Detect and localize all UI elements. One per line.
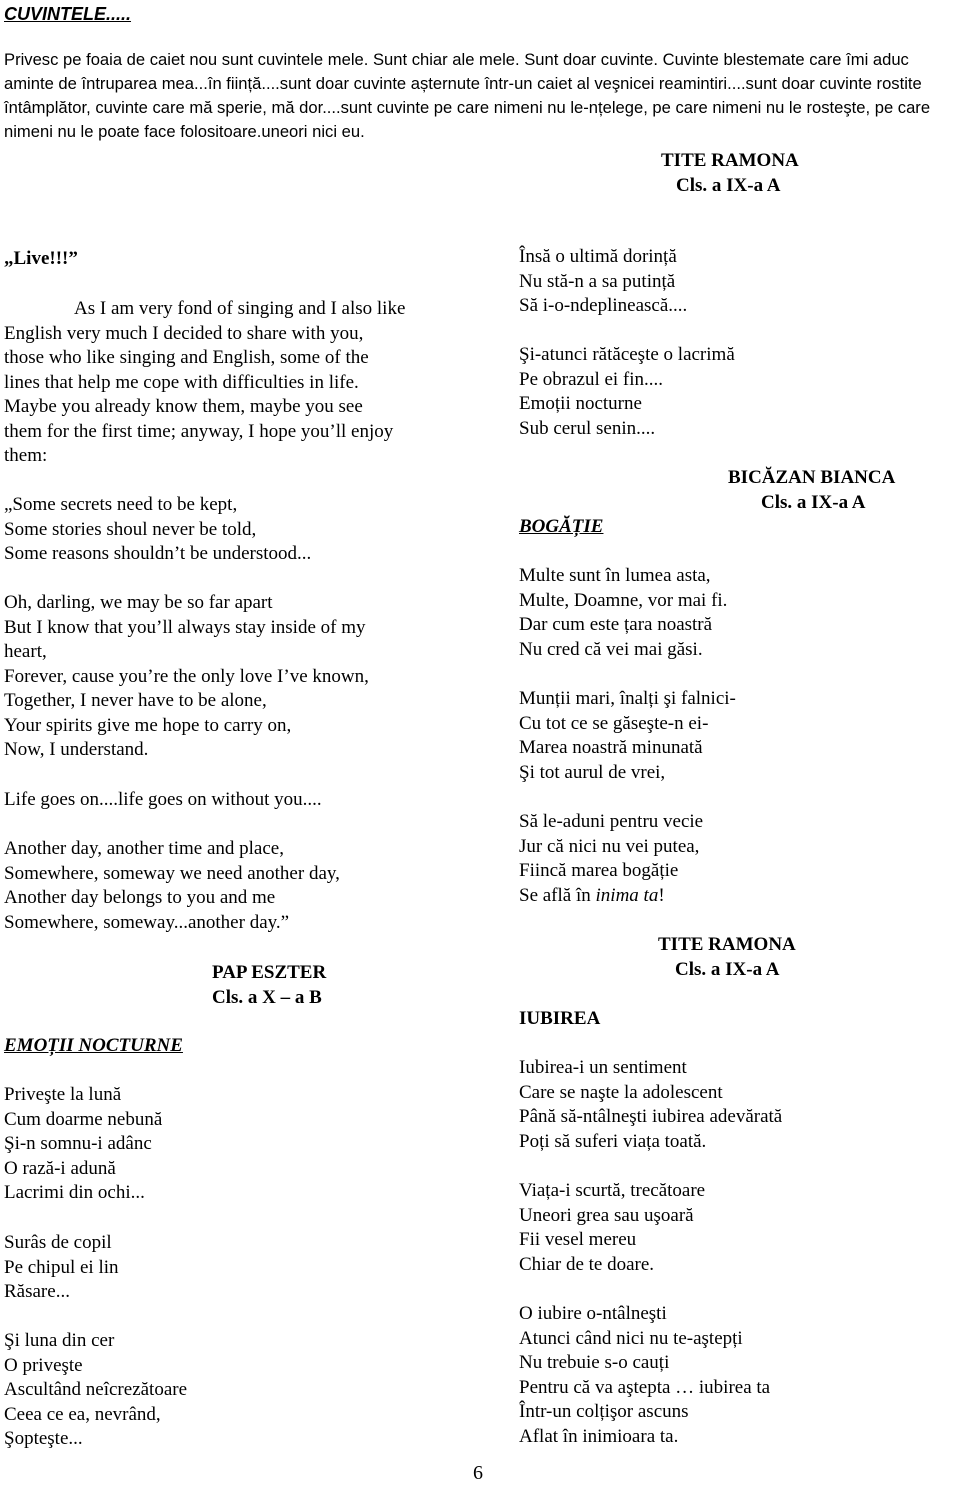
emotii-class: Cls. a IX-a A xyxy=(761,492,866,513)
text-line: Cum doarme nebună xyxy=(4,1108,163,1130)
text-line: Însă o ultimă dorință xyxy=(519,246,677,267)
emotii-stanza-2 xyxy=(4,1231,119,1305)
author-class: Cls. a IX-a A xyxy=(676,175,781,196)
text-line: Răsare... xyxy=(4,1281,70,1302)
text-line: Maybe you already know them, maybe you see xyxy=(4,396,363,417)
text-line: English very much I decided to share with you, xyxy=(4,322,364,344)
iubirea-title: IUBIREA xyxy=(519,1008,601,1029)
live-stanza-2 xyxy=(4,591,369,763)
text-line: Another day, another time and place, xyxy=(4,838,284,859)
emotii-stanza-5 xyxy=(519,343,735,441)
text-line: Priveşte la lună xyxy=(4,1084,122,1105)
text-line: Life goes on....life goes on without you.... xyxy=(4,789,322,810)
text-line: Care se naşte la adolescent xyxy=(519,1081,723,1103)
iubirea-stanza-2 xyxy=(519,1179,705,1277)
text-line: Multe, Doamne, vor mai fi. xyxy=(519,589,728,611)
intro-paragraph: Privesc pe foaia de caiet nou sunt cuvintele mele. Sunt chiar ale mele. Sunt doar cuvinte. Cuvinte blestemate care îmi aduc aminte de întruparea mea...în ființă....sunt doar cuvinte așternute într-un caiet al veşnicei reamintiri....sunt doar cuvinte rostite întâmplător, cuvinte care mă sperie, mă dor....sunt cuvinte pe care nimeni nu le-nțelege, pe care nimeni nu le rosteşte, pe care nimeni nu le poate face folositoare.uneori nici eu. xyxy=(4,50,931,141)
emotii-stanza-1 xyxy=(4,1083,162,1206)
live-author: PAP ESZTER xyxy=(212,962,327,983)
text-line: Somewhere, someway...another day.” xyxy=(4,911,290,933)
iubirea-stanza-1 xyxy=(519,1056,782,1154)
live-title: „Live!!!” xyxy=(4,248,78,269)
text-line: Sub cerul senin.... xyxy=(519,417,656,439)
text-line: Nu cred că vei mai găsi. xyxy=(519,638,703,660)
text-line: heart, xyxy=(4,641,47,662)
emotii-title: EMOȚII NOCTURNE xyxy=(4,1035,183,1056)
text-line: Atunci când nici nu te-aştepți xyxy=(519,1327,743,1349)
text-line: Dar cum este țara noastră xyxy=(519,614,713,635)
text-line: lines that help me cope with difficulties in life. xyxy=(4,371,359,393)
text-line: Pentru că va aştepta … iubirea ta xyxy=(519,1376,771,1398)
bogatie-stanza-1 xyxy=(519,564,727,662)
text-line: Să le-aduni pentru vecie xyxy=(519,811,704,832)
text-line: Oh, darling, we may be so far apart xyxy=(4,592,273,613)
bogatie-author: TITE RAMONA xyxy=(658,934,796,955)
text-line: Together, I never have to be alone, xyxy=(4,690,267,711)
live-stanza-1 xyxy=(4,493,311,567)
text-line: Your spirits give me hope to carry on, xyxy=(4,714,292,736)
text-line: them: xyxy=(4,445,48,466)
text-line: Şi luna din cer xyxy=(4,1330,115,1351)
text-line: Multe sunt în lumea asta, xyxy=(519,565,711,586)
emotii-stanza-3 xyxy=(4,1329,187,1452)
text-line: Surâs de copil xyxy=(4,1232,112,1253)
text-line: Iubirea-i un sentiment xyxy=(519,1057,687,1078)
text-line: Now, I understand. xyxy=(4,739,149,760)
text-line: Şi-n somnu-i adânc xyxy=(4,1133,152,1154)
text-line: Another day belongs to you and me xyxy=(4,887,276,908)
text-line: Pe obrazul ei fin.... xyxy=(519,368,664,390)
page-title: CUVINTELE..... xyxy=(4,4,132,24)
text-line: Viața-i scurtă, trecătoare xyxy=(519,1180,706,1201)
live-intro xyxy=(4,297,474,469)
text-line: O priveşte xyxy=(4,1354,83,1376)
text-line: Şi-atunci rătăceşte o lacrimă xyxy=(519,344,735,365)
text-line: Cu tot ce se găseşte-n ei- xyxy=(519,712,709,734)
text-line: Chiar de te doare. xyxy=(519,1253,655,1275)
text-line: Lacrimi din ochi... xyxy=(4,1182,145,1203)
bogatie-stanza-3 xyxy=(519,810,703,884)
text-line: Ascultând neîcrezătoare xyxy=(4,1379,188,1400)
text-line: „Some secrets need to be kept, xyxy=(4,494,238,515)
emotii-author: BICĂZAN BIANCA xyxy=(728,467,896,488)
text-line: Uneori grea sau uşoară xyxy=(519,1204,694,1226)
text-line: Some reasons shouldn’t be understood... xyxy=(4,543,312,564)
text-line: Somewhere, someway we need another day, xyxy=(4,862,340,884)
text-line: those who like singing and English, some of the xyxy=(4,347,369,368)
text-line: Pe chipul ei lin xyxy=(4,1256,119,1278)
text-line: Şopteşte... xyxy=(4,1428,83,1449)
text-line: Munții mari, înalți şi falnici- xyxy=(519,688,736,709)
text-line: Emoții nocturne xyxy=(519,393,642,414)
live-stanza-4 xyxy=(4,837,340,935)
text-line: Forever, cause you’re the only love I’ve known, xyxy=(4,665,369,687)
text-line: Ceea ce ea, nevrând, xyxy=(4,1403,161,1425)
author-name: TITE RAMONA xyxy=(661,150,799,171)
iubirea-stanza-3 xyxy=(519,1302,770,1449)
text-line: But I know that you’ll always stay inside of my xyxy=(4,616,366,638)
text-line: them for the first time; anyway, I hope you’ll enjoy xyxy=(4,420,394,442)
live-class: Cls. a X – a B xyxy=(212,987,322,1008)
text-line: Some stories shoul never be told, xyxy=(4,518,257,540)
text-line: Să i-o-ndeplinească.... xyxy=(519,295,688,316)
text-line: Nu stă-n a sa putință xyxy=(519,270,676,292)
text-line: Fii vesel mereu xyxy=(519,1229,637,1250)
text-line: O rază-i adună xyxy=(4,1157,116,1179)
text-line: Aflat în inimioara ta. xyxy=(519,1425,679,1447)
text-line: Până să-ntâlneşti iubirea adevărată xyxy=(519,1106,783,1127)
bogatie-last-line: Se află în inima ta! xyxy=(519,885,665,906)
page-number: 6 xyxy=(473,1462,483,1484)
bogatie-class: Cls. a IX-a A xyxy=(675,959,780,980)
text-line: As I am very fond of singing and I also like xyxy=(74,298,406,319)
text-line: Poți să suferi viața toată. xyxy=(519,1130,707,1152)
text-line: Fiincă marea bogăție xyxy=(519,860,679,881)
bogatie-stanza-2 xyxy=(519,687,736,785)
text-line: Nu trebuie s-o cauți xyxy=(519,1352,670,1373)
emotii-stanza-4 xyxy=(519,245,687,319)
text-line: Într-un colțişor ascuns xyxy=(519,1401,689,1422)
text-line: Marea noastră minunată xyxy=(519,737,703,758)
text-line: Şi tot aurul de vrei, xyxy=(519,761,666,783)
text-line: O iubire o-ntâlneşti xyxy=(519,1303,667,1324)
text-line: Jur că nici nu vei putea, xyxy=(519,835,700,857)
live-stanza-3 xyxy=(4,788,322,813)
bogatie-title: BOGĂȚIE xyxy=(519,516,604,537)
